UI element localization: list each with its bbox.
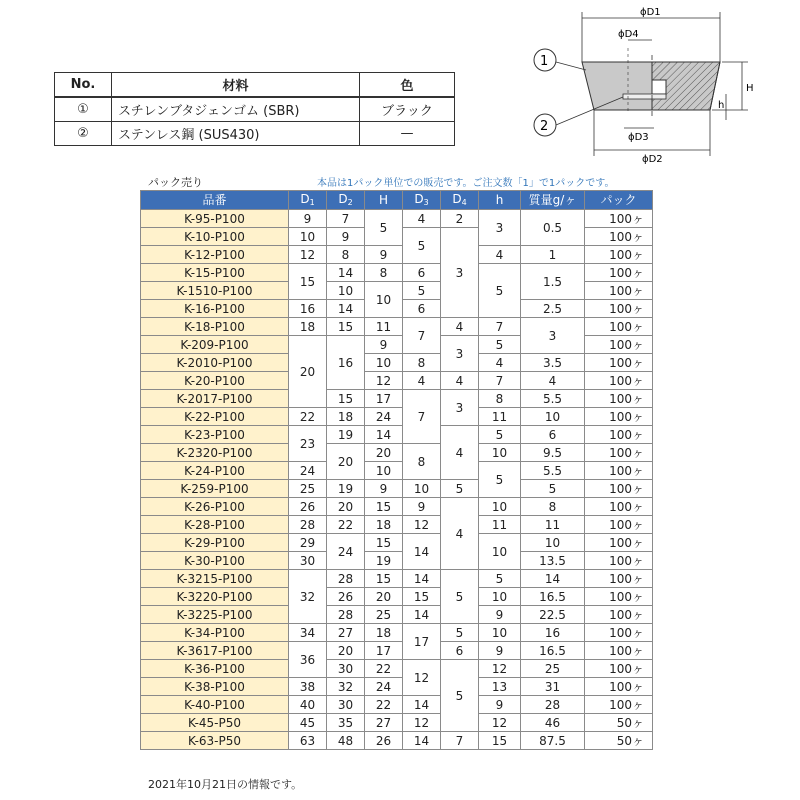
cell-h: 12: [365, 372, 403, 390]
cell-h-inner: 5: [479, 426, 521, 444]
table-row: [141, 210, 653, 228]
cell-h-inner: 5: [479, 462, 521, 498]
cell-part-number: K-20-P100: [141, 372, 289, 390]
cell-d1: 34: [289, 624, 327, 642]
table-row: [141, 444, 653, 462]
cell-h: 20: [365, 588, 403, 606]
cell-h: 8: [365, 264, 403, 282]
cell-h-inner: 11: [479, 408, 521, 426]
cell-pack: 100ヶ: [585, 444, 653, 462]
cell-d2: 18: [327, 408, 365, 426]
cell-mass: 31: [521, 678, 585, 696]
cell-h: 11: [365, 318, 403, 336]
table-row: [141, 606, 653, 624]
cell-pack: 100ヶ: [585, 264, 653, 282]
technical-drawing: [520, 0, 765, 165]
cell-d2: 20: [327, 444, 365, 480]
cell-pack: 100ヶ: [585, 372, 653, 390]
cell-d1: 26: [289, 498, 327, 516]
cell-d2: 28: [327, 606, 365, 624]
cell-d2: 14: [327, 300, 365, 318]
cell-part-number: K-36-P100: [141, 660, 289, 678]
cell-pack: 100ヶ: [585, 318, 653, 336]
cell-d1: 40: [289, 696, 327, 714]
cell-pack: 100ヶ: [585, 210, 653, 228]
cell-d4: 4: [441, 498, 479, 570]
cell-pack: 100ヶ: [585, 642, 653, 660]
cell-h: 18: [365, 516, 403, 534]
cell-pack: 100ヶ: [585, 606, 653, 624]
cell-h-inner: 5: [479, 570, 521, 588]
cell-d1: 30: [289, 552, 327, 570]
cell-d2: 7: [327, 210, 365, 228]
cell-mass: 2.5: [521, 300, 585, 318]
header-h-inner: h: [479, 191, 521, 210]
table-row: [141, 462, 653, 480]
cell-d2: 19: [327, 426, 365, 444]
cell-part-number: K-2010-P100: [141, 354, 289, 372]
table-row: [141, 714, 653, 732]
cell-pack: 100ヶ: [585, 354, 653, 372]
cell-part-number: K-15-P100: [141, 264, 289, 282]
cell-h-inner: 12: [479, 714, 521, 732]
cell-part-number: K-95-P100: [141, 210, 289, 228]
spec-header-row: [141, 191, 653, 210]
cell-mass: 5: [521, 480, 585, 498]
cell-part-number: K-40-P100: [141, 696, 289, 714]
table-row: [141, 588, 653, 606]
cell-h: 15: [365, 570, 403, 588]
cell-d4: 5: [441, 660, 479, 732]
cell-d1: 32: [289, 570, 327, 624]
cell-h-inner: 7: [479, 318, 521, 336]
cell-part-number: K-22-P100: [141, 408, 289, 426]
cell-d3: 12: [403, 516, 441, 534]
cell-part-number: K-18-P100: [141, 318, 289, 336]
cell-d2: 20: [327, 642, 365, 660]
table-row: [141, 318, 653, 336]
cell-d2: 9: [327, 228, 365, 246]
table-row: [141, 516, 653, 534]
cell-h-inner: 4: [479, 354, 521, 372]
cell-mass: 46: [521, 714, 585, 732]
cell-h: 5: [365, 210, 403, 246]
cell-h: 9: [365, 246, 403, 264]
cell-pack: 100ヶ: [585, 534, 653, 552]
cell-d2: 14: [327, 264, 365, 282]
cell-h-inner: 15: [479, 732, 521, 750]
cell-d4: 3: [441, 228, 479, 318]
cell-h-inner: 10: [479, 498, 521, 516]
table-row: [141, 570, 653, 588]
table-row: [141, 426, 653, 444]
cell-d4: 6: [441, 642, 479, 660]
material-no: ②: [55, 122, 112, 146]
cell-part-number: K-259-P100: [141, 480, 289, 498]
cell-mass: 14: [521, 570, 585, 588]
cell-pack: 100ヶ: [585, 498, 653, 516]
cell-d1: 10: [289, 228, 327, 246]
cell-mass: 4: [521, 372, 585, 390]
cell-part-number: K-12-P100: [141, 246, 289, 264]
table-row: [141, 354, 653, 372]
cell-part-number: K-26-P100: [141, 498, 289, 516]
cell-mass: 13.5: [521, 552, 585, 570]
cell-pack: 100ヶ: [585, 678, 653, 696]
cell-d3: 7: [403, 390, 441, 444]
cell-d1: 28: [289, 516, 327, 534]
cell-pack: 100ヶ: [585, 282, 653, 300]
cell-mass: 5.5: [521, 462, 585, 480]
cell-h: 25: [365, 606, 403, 624]
cell-d4: 3: [441, 390, 479, 426]
cell-h: 26: [365, 732, 403, 750]
cell-mass: 16.5: [521, 642, 585, 660]
order-note: 本品は1パック単位での販売です。ご注文数「1」で1パックです。: [317, 178, 615, 189]
cell-h-inner: 5: [479, 336, 521, 354]
cell-h-inner: 9: [479, 606, 521, 624]
cell-h: 24: [365, 678, 403, 696]
cell-d2: 28: [327, 570, 365, 588]
cell-h-inner: 9: [479, 696, 521, 714]
cell-pack: 100ヶ: [585, 480, 653, 498]
cell-d1: 63: [289, 732, 327, 750]
cell-pack: 100ヶ: [585, 462, 653, 480]
cell-d4: 4: [441, 426, 479, 480]
cell-part-number: K-34-P100: [141, 624, 289, 642]
table-row: [141, 534, 653, 552]
dim-h-inner: h: [718, 100, 725, 111]
cell-h-inner: 13: [479, 678, 521, 696]
material-header-no: No.: [55, 73, 112, 98]
cell-h-inner: 10: [479, 534, 521, 570]
cell-d3: 14: [403, 732, 441, 750]
table-row: [141, 480, 653, 498]
cell-d2: 15: [327, 390, 365, 408]
cell-mass: 28: [521, 696, 585, 714]
cell-d2: 30: [327, 696, 365, 714]
cell-mass: 5.5: [521, 390, 585, 408]
cell-d2: 19: [327, 480, 365, 498]
spec-table: [140, 190, 653, 750]
table-row: [141, 642, 653, 660]
cell-d2: 20: [327, 498, 365, 516]
cell-h-inner: 9: [479, 642, 521, 660]
cell-d2: 27: [327, 624, 365, 642]
material-row: [55, 97, 455, 122]
cell-d3: 9: [403, 498, 441, 516]
material-header-row: [55, 73, 455, 98]
cell-mass: 6: [521, 426, 585, 444]
callout-1-label: 1: [540, 54, 549, 69]
cell-mass: 1: [521, 246, 585, 264]
cell-mass: 22.5: [521, 606, 585, 624]
material-color: ブラック: [360, 97, 455, 122]
cell-d4: 7: [441, 732, 479, 750]
cell-d3: 12: [403, 714, 441, 732]
cell-mass: 8: [521, 498, 585, 516]
cell-mass: 10: [521, 408, 585, 426]
cell-pack: 100ヶ: [585, 426, 653, 444]
footer-note: 2021年10月21日の情報です。: [148, 778, 303, 791]
cell-d2: 22: [327, 516, 365, 534]
cell-h: 17: [365, 642, 403, 660]
material-header-material: 材料: [112, 73, 360, 98]
cell-d3: 14: [403, 534, 441, 570]
table-row: [141, 552, 653, 570]
cell-d3: 15: [403, 588, 441, 606]
cell-d2: 26: [327, 588, 365, 606]
header-d4: $D_4$: [441, 191, 479, 210]
cell-part-number: K-63-P50: [141, 732, 289, 750]
table-row: [141, 372, 653, 390]
cell-h: 9: [365, 336, 403, 354]
cell-part-number: K-28-P100: [141, 516, 289, 534]
cell-part-number: K-38-P100: [141, 678, 289, 696]
cell-d4: 5: [441, 570, 479, 624]
cell-d4: 4: [441, 318, 479, 336]
cell-h: 15: [365, 498, 403, 516]
cell-d3: 12: [403, 660, 441, 696]
cell-pack: 100ヶ: [585, 228, 653, 246]
cell-d2: 24: [327, 534, 365, 570]
table-row: [141, 660, 653, 678]
header-d3: $D_3$: [403, 191, 441, 210]
material-name: ステンレス鋼 (SUS430): [112, 122, 360, 146]
cell-d2: 8: [327, 246, 365, 264]
cell-part-number: K-1510-P100: [141, 282, 289, 300]
cell-d1: 25: [289, 480, 327, 498]
cell-part-number: K-24-P100: [141, 462, 289, 480]
cell-part-number: K-45-P50: [141, 714, 289, 732]
cell-pack: 100ヶ: [585, 588, 653, 606]
cell-h-inner: 11: [479, 516, 521, 534]
cell-mass: 87.5: [521, 732, 585, 750]
cell-d1: 15: [289, 264, 327, 300]
material-header-color: 色: [360, 73, 455, 98]
cell-d1: 18: [289, 318, 327, 336]
cell-d1: 20: [289, 336, 327, 408]
cell-d1: 16: [289, 300, 327, 318]
header-d2: $D_2$: [327, 191, 365, 210]
cell-h: 10: [365, 462, 403, 480]
cell-d3: 5: [403, 282, 441, 300]
cell-d4: 2: [441, 210, 479, 228]
cell-d2: 30: [327, 660, 365, 678]
cell-part-number: K-29-P100: [141, 534, 289, 552]
cell-d1: 36: [289, 642, 327, 678]
cell-d2: 32: [327, 678, 365, 696]
cell-pack: 100ヶ: [585, 624, 653, 642]
cell-d1: 22: [289, 408, 327, 426]
cell-d4: 4: [441, 372, 479, 390]
cell-h-inner: 12: [479, 660, 521, 678]
cell-d4: 3: [441, 336, 479, 372]
dim-d3: ϕD3: [628, 132, 649, 143]
cell-d2: 48: [327, 732, 365, 750]
cell-h: 15: [365, 534, 403, 552]
cell-h: 18: [365, 624, 403, 642]
cell-h: 17: [365, 390, 403, 408]
cell-d3: 5: [403, 228, 441, 264]
table-row: [141, 264, 653, 282]
plug-body: [582, 48, 720, 118]
cell-d3: 4: [403, 210, 441, 228]
cell-part-number: K-2320-P100: [141, 444, 289, 462]
cell-mass: 3.5: [521, 354, 585, 372]
table-row: [141, 732, 653, 750]
cell-d1: 45: [289, 714, 327, 732]
spec-table-body: [141, 210, 653, 750]
cell-d2: 10: [327, 282, 365, 300]
material-no: ①: [55, 97, 112, 122]
header-part-number: 品番: [141, 191, 289, 210]
cell-pack: 100ヶ: [585, 336, 653, 354]
cell-d2: 15: [327, 318, 365, 336]
cell-mass: 9.5: [521, 444, 585, 462]
cell-h: 19: [365, 552, 403, 570]
cell-h: 22: [365, 696, 403, 714]
cell-pack: 100ヶ: [585, 300, 653, 318]
cell-d1: 12: [289, 246, 327, 264]
cell-d3: 14: [403, 570, 441, 588]
cell-h: 9: [365, 480, 403, 498]
cell-d3: 4: [403, 372, 441, 390]
table-row: [141, 246, 653, 264]
cell-mass: 0.5: [521, 210, 585, 246]
cell-h: 24: [365, 408, 403, 426]
cell-h-inner: 7: [479, 372, 521, 390]
cell-pack: 100ヶ: [585, 516, 653, 534]
cell-h: 10: [365, 282, 403, 318]
cell-h: 20: [365, 444, 403, 462]
dim-d4: ϕD4: [618, 29, 639, 40]
cell-pack: 100ヶ: [585, 570, 653, 588]
cell-d3: 17: [403, 624, 441, 660]
cell-mass: 16: [521, 624, 585, 642]
cell-d3: 6: [403, 300, 441, 318]
header-h: H: [365, 191, 403, 210]
callout-2-label: 2: [540, 119, 549, 134]
header-pack: パック: [585, 191, 653, 210]
cell-d3: 14: [403, 696, 441, 714]
dim-d1: ϕD1: [640, 7, 661, 18]
table-row: [141, 678, 653, 696]
cell-mass: 10: [521, 534, 585, 552]
cell-part-number: K-16-P100: [141, 300, 289, 318]
cell-part-number: K-23-P100: [141, 426, 289, 444]
cell-part-number: K-3225-P100: [141, 606, 289, 624]
cell-d3: 10: [403, 480, 441, 498]
cell-d1: 24: [289, 462, 327, 480]
table-row: [141, 624, 653, 642]
cell-pack: 100ヶ: [585, 390, 653, 408]
cell-d2: 16: [327, 336, 365, 390]
cell-d3: 14: [403, 606, 441, 624]
dim-d2: ϕD2: [642, 154, 663, 165]
cell-part-number: K-209-P100: [141, 336, 289, 354]
cell-h: 22: [365, 660, 403, 678]
cell-h-inner: 4: [479, 246, 521, 264]
cell-mass: 25: [521, 660, 585, 678]
material-name: スチレンブタジェンゴム (SBR): [112, 97, 360, 122]
material-table: [54, 72, 455, 146]
cell-pack: 100ヶ: [585, 552, 653, 570]
cell-h: 10: [365, 354, 403, 372]
cell-d1: 23: [289, 426, 327, 462]
cell-pack: 100ヶ: [585, 246, 653, 264]
header-mass: 質量g/ヶ: [521, 191, 585, 210]
cell-h-inner: 10: [479, 588, 521, 606]
cell-d4: 5: [441, 480, 479, 498]
cell-mass: 3: [521, 318, 585, 354]
cell-part-number: K-10-P100: [141, 228, 289, 246]
cell-part-number: K-3220-P100: [141, 588, 289, 606]
cell-h: 14: [365, 426, 403, 444]
cell-d1: 9: [289, 210, 327, 228]
cell-h-inner: 3: [479, 210, 521, 246]
cell-part-number: K-3215-P100: [141, 570, 289, 588]
cell-h-inner: 5: [479, 264, 521, 318]
cell-d2: 35: [327, 714, 365, 732]
cell-mass: 16.5: [521, 588, 585, 606]
table-row: [141, 408, 653, 426]
table-row: [141, 498, 653, 516]
dim-h-total: H: [746, 83, 754, 94]
cell-part-number: K-3617-P100: [141, 642, 289, 660]
cell-d4: 5: [441, 624, 479, 642]
header-d1: $D_1$: [289, 191, 327, 210]
cell-part-number: K-30-P100: [141, 552, 289, 570]
cell-h-inner: 10: [479, 444, 521, 462]
cell-pack: 100ヶ: [585, 696, 653, 714]
material-row: [55, 122, 455, 146]
cell-pack: 100ヶ: [585, 660, 653, 678]
cell-h: 27: [365, 714, 403, 732]
cell-d1: 38: [289, 678, 327, 696]
cell-mass: 1.5: [521, 264, 585, 300]
cell-d3: 6: [403, 264, 441, 282]
cell-h-inner: 10: [479, 624, 521, 642]
cell-d3: 7: [403, 318, 441, 354]
table-row: [141, 390, 653, 408]
section-label: パック売り: [148, 176, 203, 189]
cell-pack: 50ヶ: [585, 732, 653, 750]
cell-h-inner: 8: [479, 390, 521, 408]
cell-mass: 11: [521, 516, 585, 534]
cell-pack: 50ヶ: [585, 714, 653, 732]
cell-d3: 8: [403, 444, 441, 480]
cell-pack: 100ヶ: [585, 408, 653, 426]
table-row: [141, 696, 653, 714]
material-color: —: [360, 122, 455, 146]
cell-part-number: K-2017-P100: [141, 390, 289, 408]
cell-d3: 8: [403, 354, 441, 372]
cell-d1: 29: [289, 534, 327, 552]
